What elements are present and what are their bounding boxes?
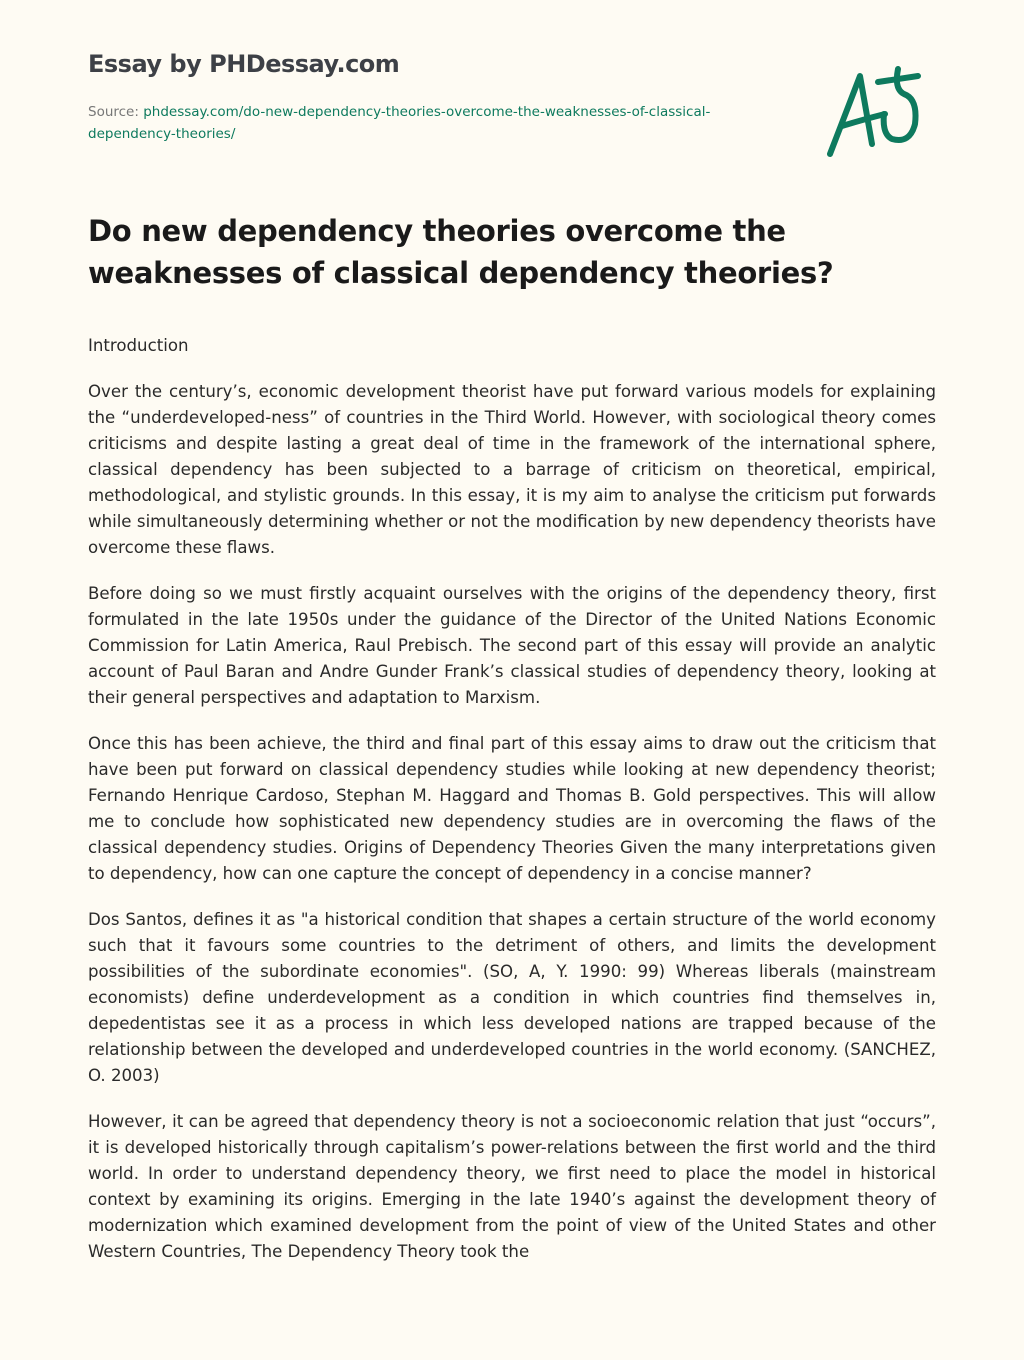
source-link[interactable]: phdessay.com/do-new-dependency-theories-overcome-the-weaknesses-of-classical-dependency-theories/ (88, 104, 711, 142)
source-line (88, 101, 748, 145)
paragraph: However, it can be agreed that dependency theory is not a socioeconomic relation that just “occurs”, it is developed historically through capitalism’s power-relations between the first world and the third world. In order to understand dependency theory, we first need to place the model in historical context by examining its origins. Emerging in the late 1940’s against the development theory of modernization which examined development from the point of view of the United States and other Western Countries, The Dependency Theory took the (88, 1112, 936, 1261)
paragraph: Dos Santos, defines it as "a historical condition that shapes a certain structure of the world economy such that it favours some countries to the detriment of others, and limits the development possibilities of the subordinate economies". (SO, A, Y. 1990: 99) Whereas liberals (mainstream economists) define underdevelopment as a condition in which countries find themselves in, depedentistas see it as a process in which less developed nations are trapped because of the relationship between the developed and underdeveloped countries in the world economy. (SANCHEZ, O. 2003) (88, 910, 936, 1085)
site-title: Essay by PHDessay.com (88, 50, 400, 78)
essay-body (88, 333, 936, 1285)
section-heading-introduction: Introduction (88, 336, 189, 355)
paragraph: Once this has been achieve, the third and final part of this essay aims to draw out the criticism that have been put forward on classical dependency studies while looking at new dependency theorist; Fernando Henrique Cardoso, Stephan M. Haggard and Thomas B. Gold perspectives. This will allow me to conclude how sophisticated new dependency studies are in overcoming the flaws of the classical dependency studies. Origins of Dependency Theories Given the many interpretations given to dependency, how can one capture the concept of dependency in a concise manner? (88, 734, 936, 883)
paragraph: Over the century’s, economic development theorist have put forward various models for explaining the “underdeveloped-ness” of countries in the Third World. However, with sociological theory comes criticisms and despite lasting a great deal of time in the framework of the international sphere, classical dependency has been subjected to a barrage of criticism on theoretical, empirical, methodological, and stylistic grounds. In this essay, it is my aim to analyse the criticism put forwards while simultaneously determining whether or not the modification by new dependency theorists have overcome these flaws. (88, 382, 936, 557)
source-label: Source: (88, 104, 139, 120)
essay-title: Do new dependency theories overcome the weaknesses of classical dependency theories? (88, 214, 834, 290)
a-plus-logo (820, 64, 930, 164)
paragraph: Before doing so we must firstly acquaint ourselves with the origins of the dependency theory, first formulated in the late 1950s under the guidance of the Director of the United Nations Economic Commission for Latin America, Raul Prebisch. The second part of this essay will provide an analytic account of Paul Baran and Andre Gunder Frank’s classical studies of dependency theory, looking at their general perspectives and adaptation to Marxism. (88, 584, 936, 707)
